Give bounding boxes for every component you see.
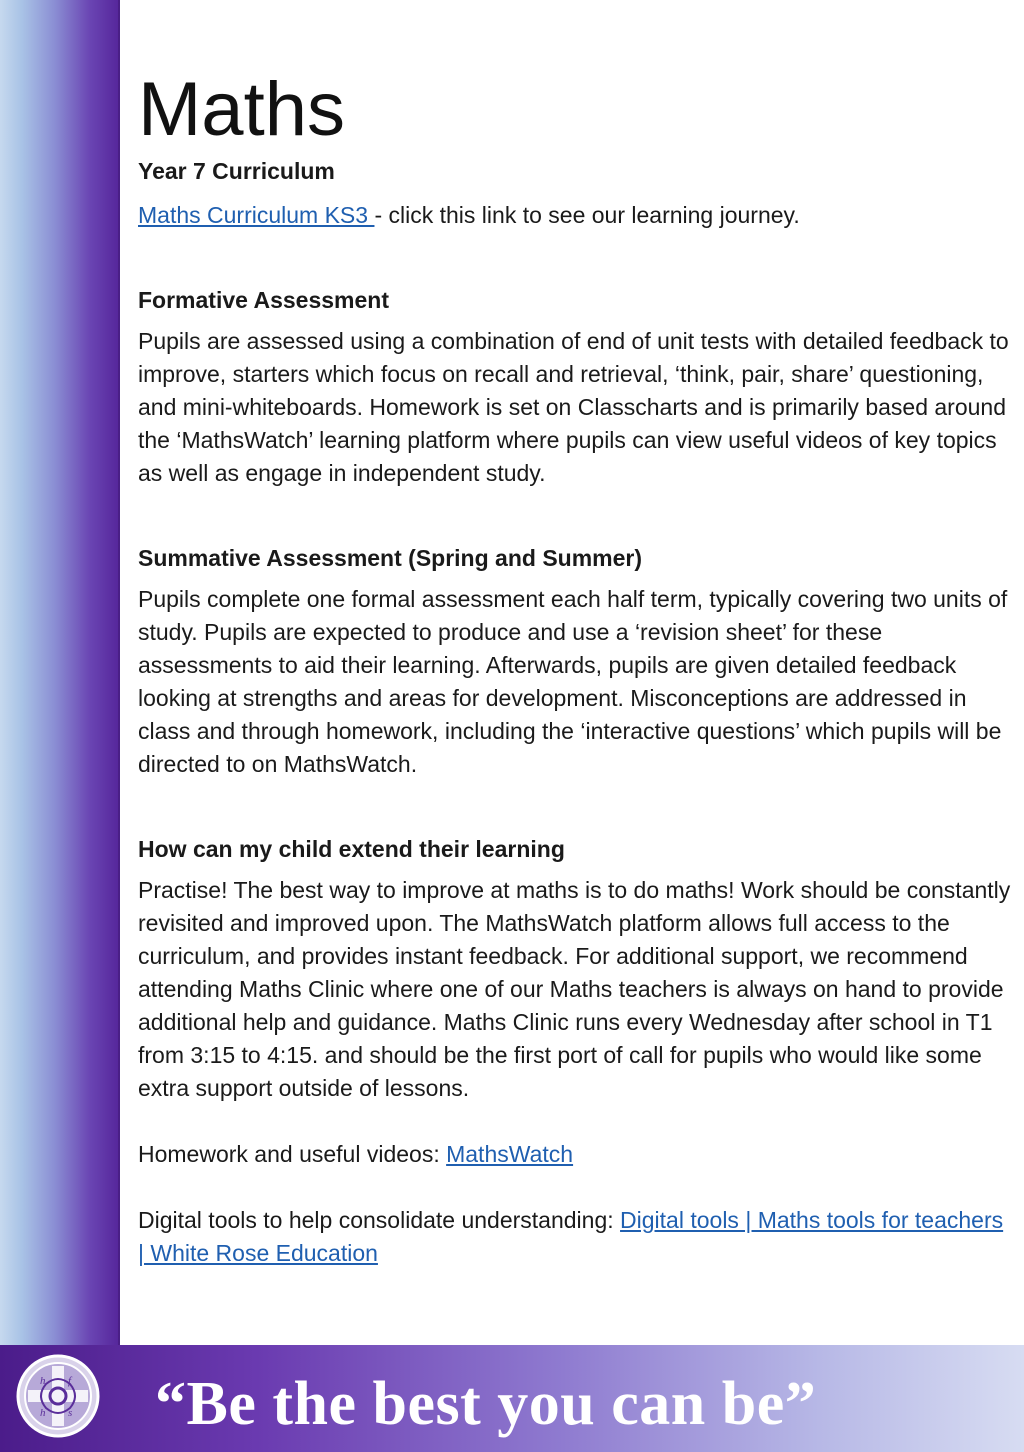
white-rose-digital-tools-link[interactable]: Digital tools | Maths tools for teachers | White Rose Education (138, 1207, 1004, 1266)
school-crest-icon (16, 1354, 100, 1438)
summative-body: Pupils complete one formal assessment each half term, typically covering two units of study. Pupils are expected to produce and use a ‘revision sheet’ for these assessments to aid their learning. Afterwards, pupils are given detailed feedback looking at strengths and areas for development. Misconceptions are addressed in class and through homework, including the ‘interactive questions’ which pupils will be directed to on MathsWatch. (138, 586, 1008, 777)
main-content (138, 66, 1014, 1270)
svg-text:h: h (40, 1407, 46, 1419)
footer-banner (0, 1345, 1024, 1452)
page-title: Maths (138, 67, 345, 152)
school-motto: “Be the best you can be” (155, 1370, 817, 1438)
curriculum-link-line (138, 199, 1014, 232)
homework-line (138, 1138, 1014, 1171)
digital-tools-label: Digital tools to help consolidate understanding: (138, 1207, 621, 1233)
formative-body: Pupils are assessed using a combination of end of unit tests with detailed feedback to improve, starters which focus on recall and retrieval, ‘think, pair, share’ questioning, and mini-whiteboards. Homework is set on Classcharts and is primarily based around the ‘MathsWatch’ learning platform where pupils can view useful videos of key topics as well as engage in independent study. (138, 328, 1009, 486)
svg-text:s: s (68, 1407, 73, 1419)
curriculum-link-description: - click this link to see our learning journey. (374, 202, 800, 228)
svg-text:h: h (40, 1375, 46, 1387)
decorative-sidebar (0, 0, 120, 1345)
extend-heading: How can my child extend their learning (138, 836, 565, 862)
summative-heading: Summative Assessment (Spring and Summer) (138, 545, 643, 571)
extend-body: Practise! The best way to improve at maths is to do maths! Work should be constantly revisited and improved upon. The MathsWatch platform allows full access to the curriculum, and provides instant feedback. For additional support, we recommend attending Maths Clinic where one of our Maths teachers is always on hand to provide additional help and guidance. Maths Clinic runs every Wednesday after school in T1 from 3:15 to 4:15. and should be the first port of call for pupils who would like some extra support outside of lessons. (138, 877, 1011, 1101)
page-subtitle: Year 7 Curriculum (138, 158, 335, 184)
homework-label: Homework and useful videos: (138, 1141, 447, 1167)
digital-tools-line (138, 1204, 1014, 1270)
svg-text:f: f (68, 1375, 72, 1387)
mathswatch-link[interactable]: MathsWatch (446, 1141, 574, 1167)
maths-curriculum-ks3-link[interactable]: Maths Curriculum KS3 (138, 202, 375, 228)
formative-heading: Formative Assessment (138, 287, 389, 313)
